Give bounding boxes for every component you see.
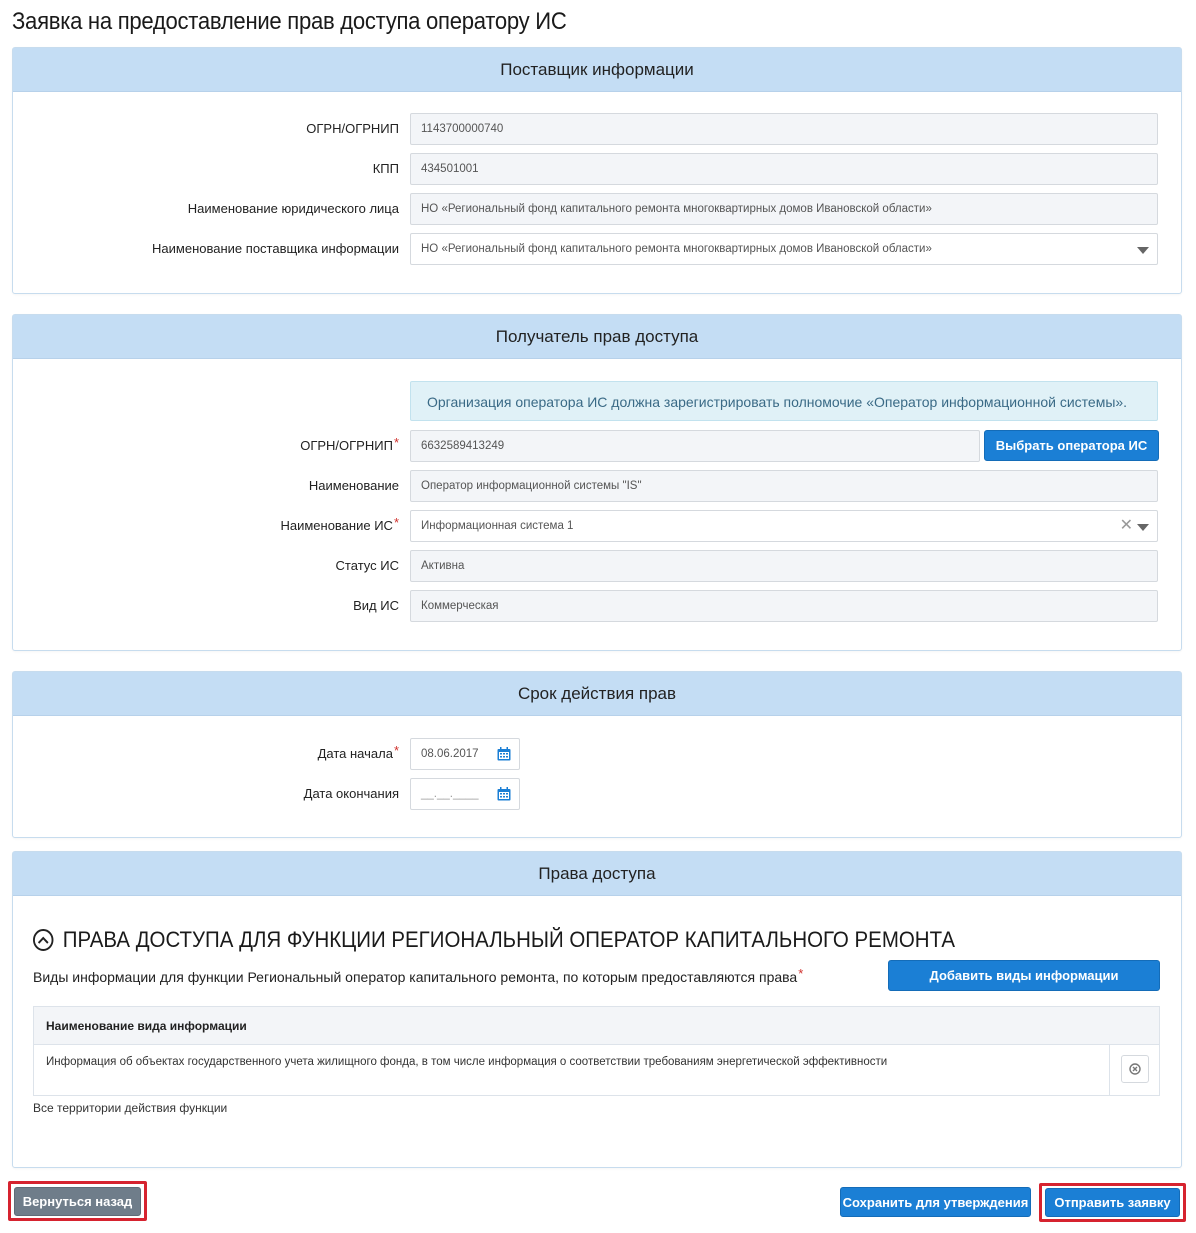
is-type-row [13, 590, 1181, 622]
is-status-row [13, 550, 1181, 582]
select-operator-button[interactable]: Выбрать оператора ИС [984, 430, 1159, 461]
supplier-name-select[interactable] [410, 233, 1158, 265]
legal-name-row [13, 193, 1181, 225]
save-for-approval-button[interactable]: Сохранить для утверждения [840, 1187, 1031, 1217]
is-name-label-text: Наименование ИС [280, 518, 393, 533]
supplier-kpp-label: КПП [372, 161, 399, 176]
remove-icon [1129, 1063, 1141, 1075]
is-type-field[interactable]: Коммерческая [410, 590, 1158, 622]
supplier-ogrn-row [13, 113, 1181, 145]
is-name-value: Информационная система 1 [421, 520, 574, 532]
info-kinds-table [33, 1006, 1160, 1096]
info-kinds-label-text: Виды информации для функции Региональный оператор капитального ремонта, по которым предоставляются права [33, 969, 798, 985]
supplier-kpp-row [13, 153, 1181, 185]
recipient-ogrn-row [13, 430, 1181, 462]
is-status-field[interactable]: Активна [410, 550, 1158, 582]
supplier-kpp-field[interactable]: 434501001 [410, 153, 1158, 185]
start-date-value: 08.06.2017 [421, 748, 479, 760]
end-date-row [13, 778, 1181, 810]
chevron-down-icon[interactable] [1137, 524, 1149, 531]
is-name-select[interactable] [410, 510, 1158, 542]
calendar-icon[interactable] [497, 787, 511, 801]
territories-text: Все территории действия функции [33, 1101, 228, 1115]
rights-section-title[interactable] [33, 927, 955, 953]
recipient-name-field[interactable]: Оператор информационной системы "IS" [410, 470, 1158, 502]
supplier-ogrn-label: ОГРН/ОГРНИП [306, 121, 399, 136]
start-date-label [318, 738, 399, 770]
required-mark: * [393, 515, 399, 530]
start-date-label-text: Дата начала [317, 746, 393, 761]
table-header: Наименование вида информации [34, 1007, 1159, 1045]
recipient-panel [12, 314, 1182, 651]
calendar-icon[interactable] [497, 747, 511, 761]
page-title: Заявка на предоставление прав доступа оператору ИС [12, 8, 567, 35]
supplier-panel [12, 47, 1182, 294]
recipient-panel-header: Получатель прав доступа [13, 315, 1181, 359]
recipient-name-row [13, 470, 1181, 502]
end-date-placeholder: __.__.____ [421, 788, 479, 800]
recipient-ogrn-field[interactable]: 6632589413249 [410, 430, 980, 462]
end-date-input[interactable] [410, 778, 520, 810]
recipient-ogrn-label-text: ОГРН/ОГРНИП [300, 438, 393, 453]
add-info-kinds-button[interactable]: Добавить виды информации [888, 960, 1160, 991]
start-date-input[interactable] [410, 738, 520, 770]
chevron-up-circle-icon[interactable] [33, 929, 53, 951]
supplier-name-value: НО «Региональный фонд капитального ремонта многоквартирных домов Ивановской области» [421, 243, 932, 255]
send-request-button[interactable]: Отправить заявку [1045, 1188, 1180, 1217]
is-status-label: Статус ИС [335, 558, 399, 573]
legal-name-label: Наименование юридического лица [187, 201, 399, 216]
recipient-ogrn-label [300, 430, 399, 462]
info-banner: Организация оператора ИС должна зарегистрировать полномочие «Оператор информационной системы». [410, 381, 1158, 421]
info-kinds-label [33, 966, 804, 985]
supplier-ogrn-field[interactable]: 1143700000740 [410, 113, 1158, 145]
required-mark: * [798, 966, 804, 981]
remove-row-button[interactable] [1121, 1055, 1149, 1083]
rights-section-title-text: ПРАВА ДОСТУПА ДЛЯ ФУНКЦИИ РЕГИОНАЛЬНЫЙ ОПЕРАТОР КАПИТАЛЬНОГО РЕМОНТА [62, 927, 956, 952]
legal-name-field[interactable]: НО «Региональный фонд капитального ремонта многоквартирных домов Ивановской области» [410, 193, 1158, 225]
is-type-label: Вид ИС [353, 598, 399, 613]
table-cell: Информация об объектах государственного учета жилищного фонда, в том числе информация о соответствии требованиям энергетической эффективности [46, 1056, 888, 1068]
rights-panel [12, 851, 1182, 1168]
back-button[interactable]: Вернуться назад [14, 1187, 141, 1216]
required-mark: * [393, 435, 399, 450]
rights-panel-header: Права доступа [13, 852, 1181, 896]
supplier-panel-header: Поставщик информации [13, 48, 1181, 92]
supplier-name-row [13, 233, 1181, 265]
recipient-name-label: Наименование [308, 478, 399, 493]
validity-panel [12, 671, 1182, 838]
start-date-row [13, 738, 1181, 770]
clear-icon[interactable]: ✕ [1119, 517, 1133, 534]
end-date-label: Дата окончания [303, 786, 399, 801]
supplier-name-label: Наименование поставщика информации [152, 241, 399, 256]
validity-panel-header: Срок действия прав [13, 672, 1181, 716]
row-action-cell [1109, 1045, 1159, 1095]
is-name-row [13, 510, 1181, 542]
chevron-down-icon[interactable] [1137, 247, 1149, 254]
is-name-label [280, 510, 399, 542]
required-mark: * [393, 743, 399, 758]
table-row [34, 1045, 1159, 1095]
